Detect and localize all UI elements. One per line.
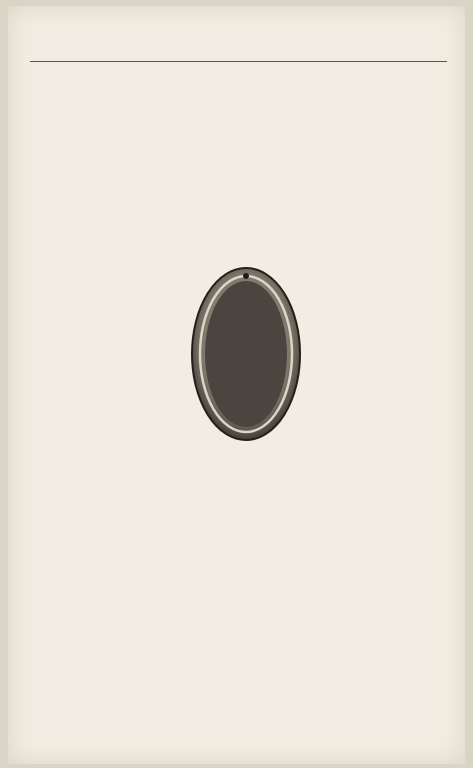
header-rule xyxy=(30,61,447,62)
running-header xyxy=(30,44,447,60)
silver-brooch-figure xyxy=(190,266,302,442)
book-page xyxy=(8,6,465,764)
